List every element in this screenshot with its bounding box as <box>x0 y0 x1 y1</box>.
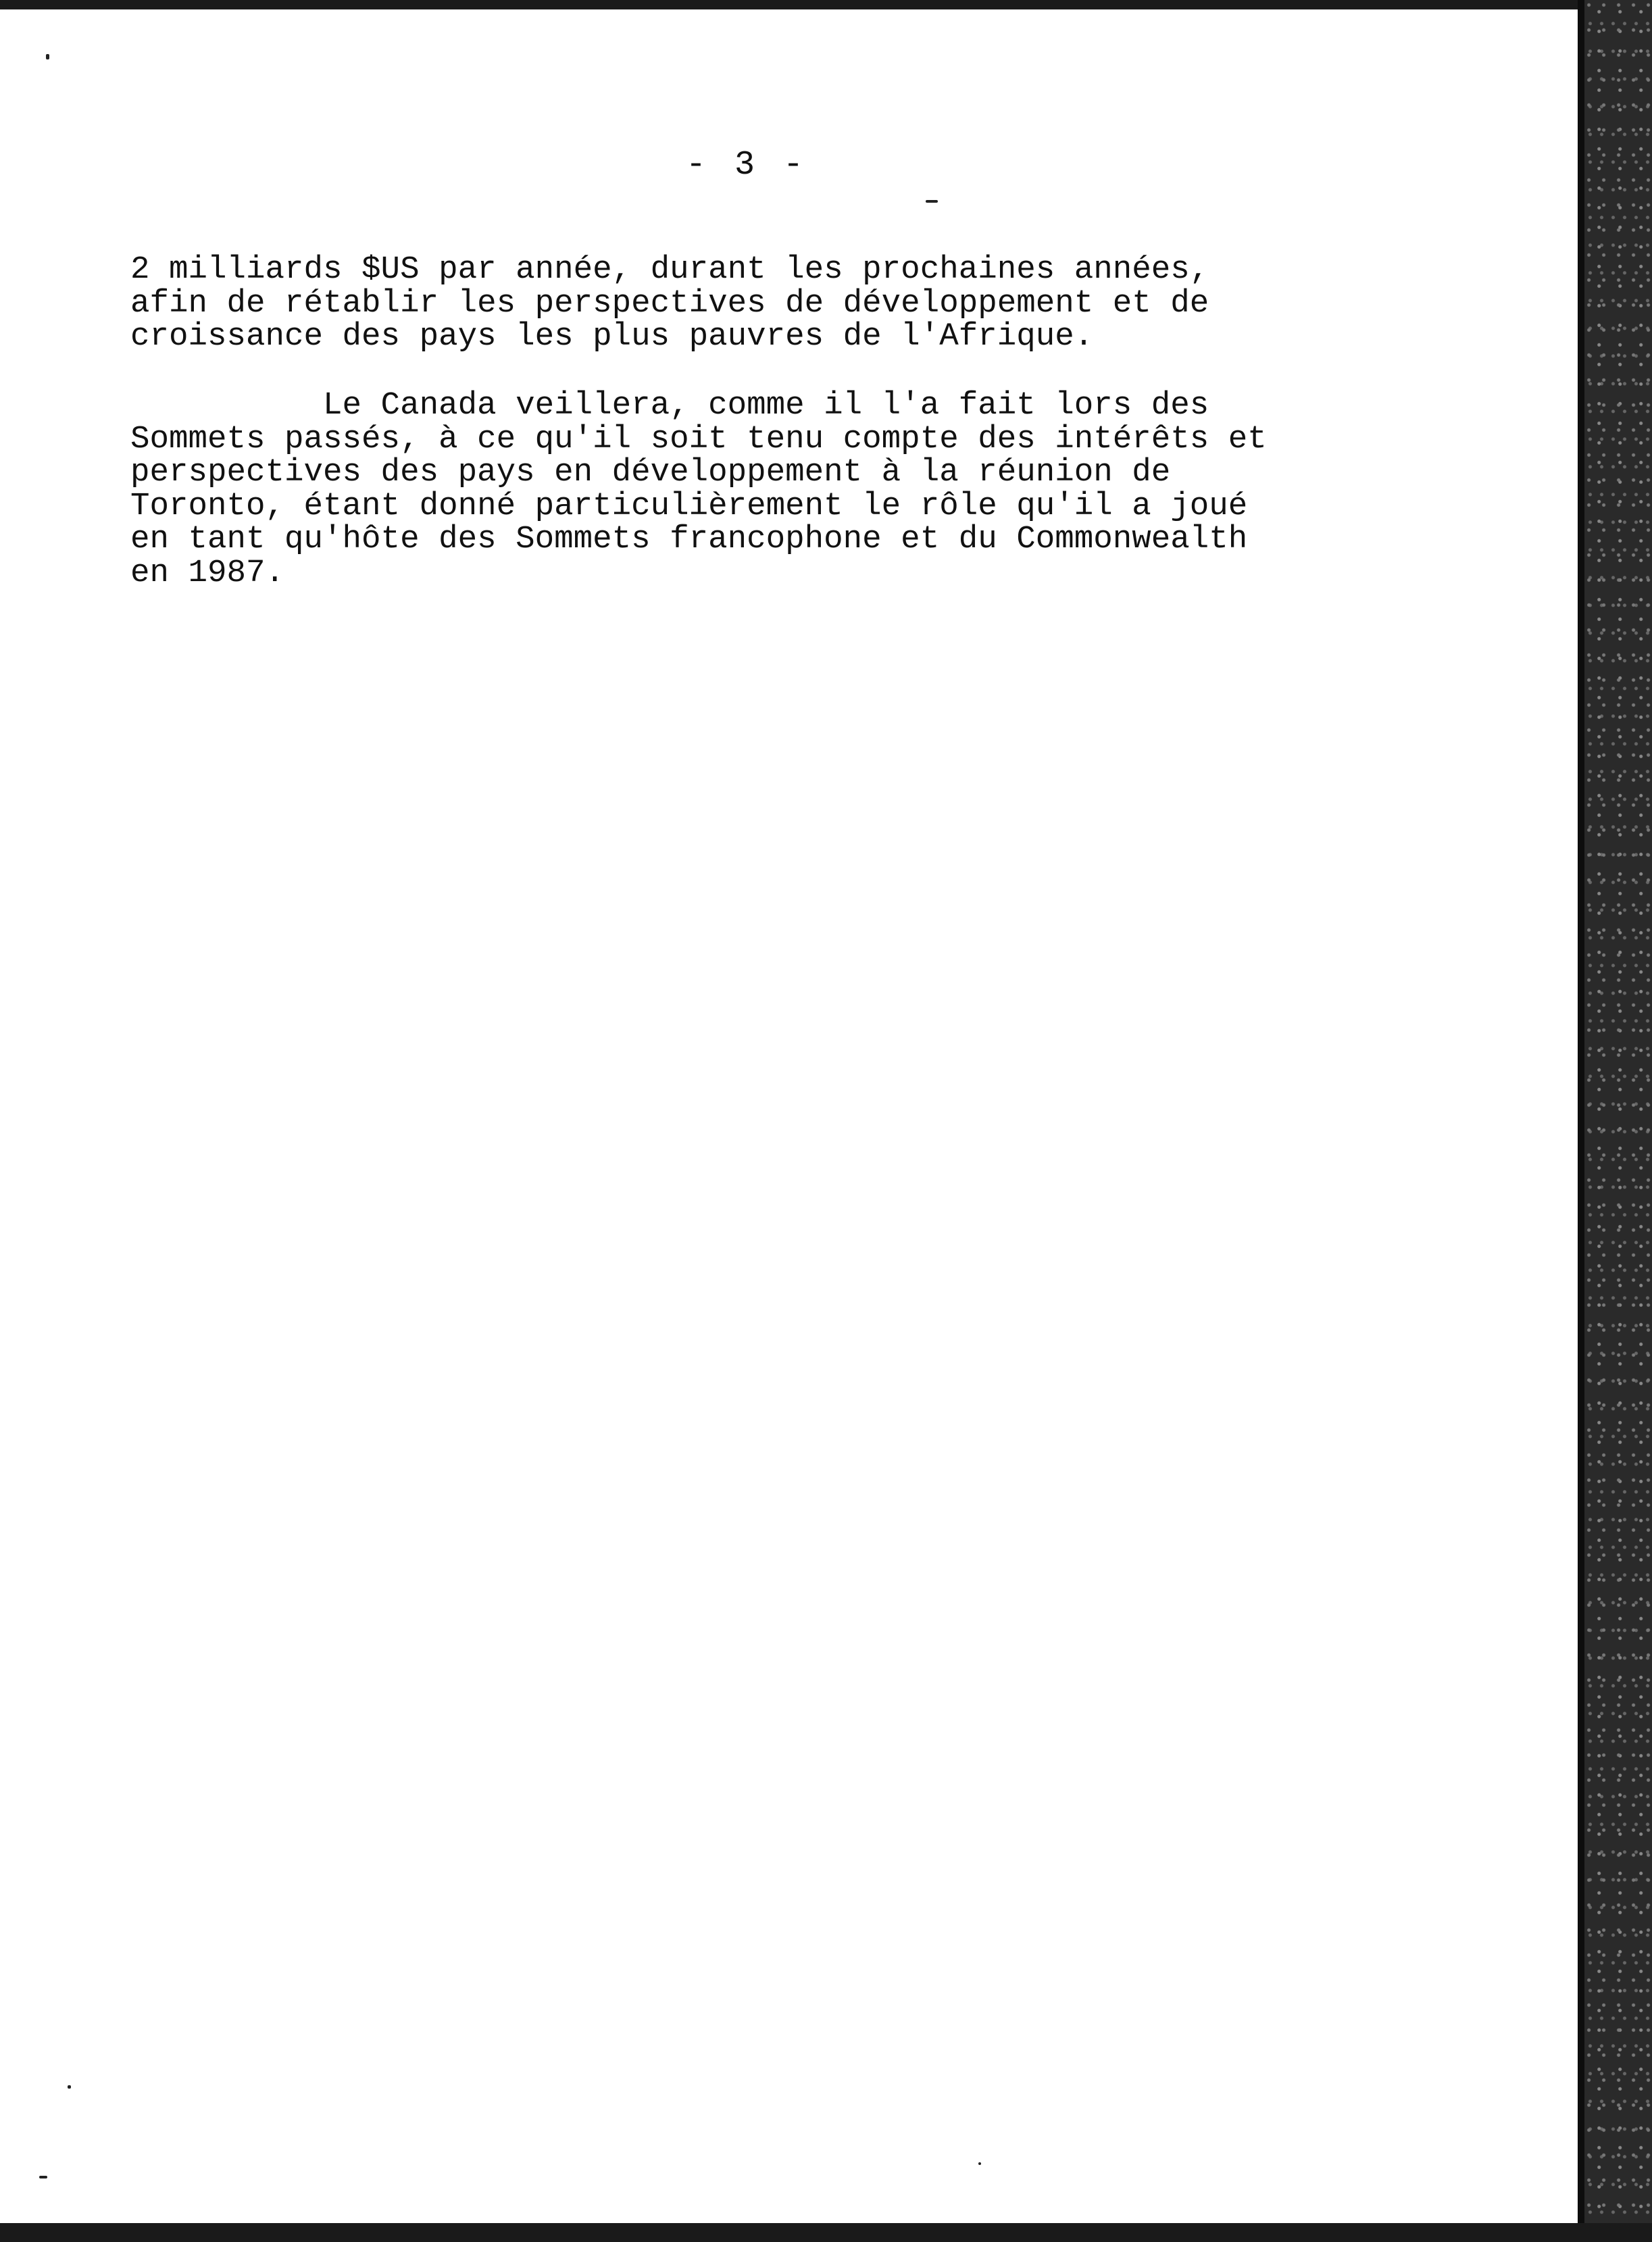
paragraph-2 <box>130 389 1414 590</box>
scan-bottom-border <box>0 2223 1652 2242</box>
scan-speck <box>68 2085 71 2089</box>
scan-speck <box>46 54 49 59</box>
text-line: Toronto, étant donné particulièrement le rôle qu'il a joué <box>130 487 1248 524</box>
scan-right-border <box>1584 0 1652 2242</box>
text-line: 2 milliards $US par année, durant les prochaines années, <box>130 251 1209 288</box>
page-number: - 3 - <box>685 146 808 184</box>
scan-top-border <box>0 0 1652 9</box>
text-line: perspectives des pays en développement à la réunion de <box>130 454 1171 491</box>
scan-speck <box>978 2162 981 2165</box>
text-line: Sommets passés, à ce qu'il soit tenu compte des intérêts et <box>130 420 1267 457</box>
scan-speck <box>926 200 938 203</box>
text-line: en tant qu'hôte des Sommets francophone et du Commonwealth <box>130 521 1248 557</box>
text-line: Le Canada veillera, comme il l'a fait lors des <box>130 387 1209 424</box>
text-line: en 1987. <box>130 554 285 591</box>
text-line: afin de rétablir les perspectives de développement et de <box>130 284 1209 322</box>
text-line: croissance des pays les plus pauvres de l'Afrique. <box>130 318 1094 355</box>
paragraph-1 <box>130 253 1414 354</box>
scan-speck <box>39 2176 47 2178</box>
